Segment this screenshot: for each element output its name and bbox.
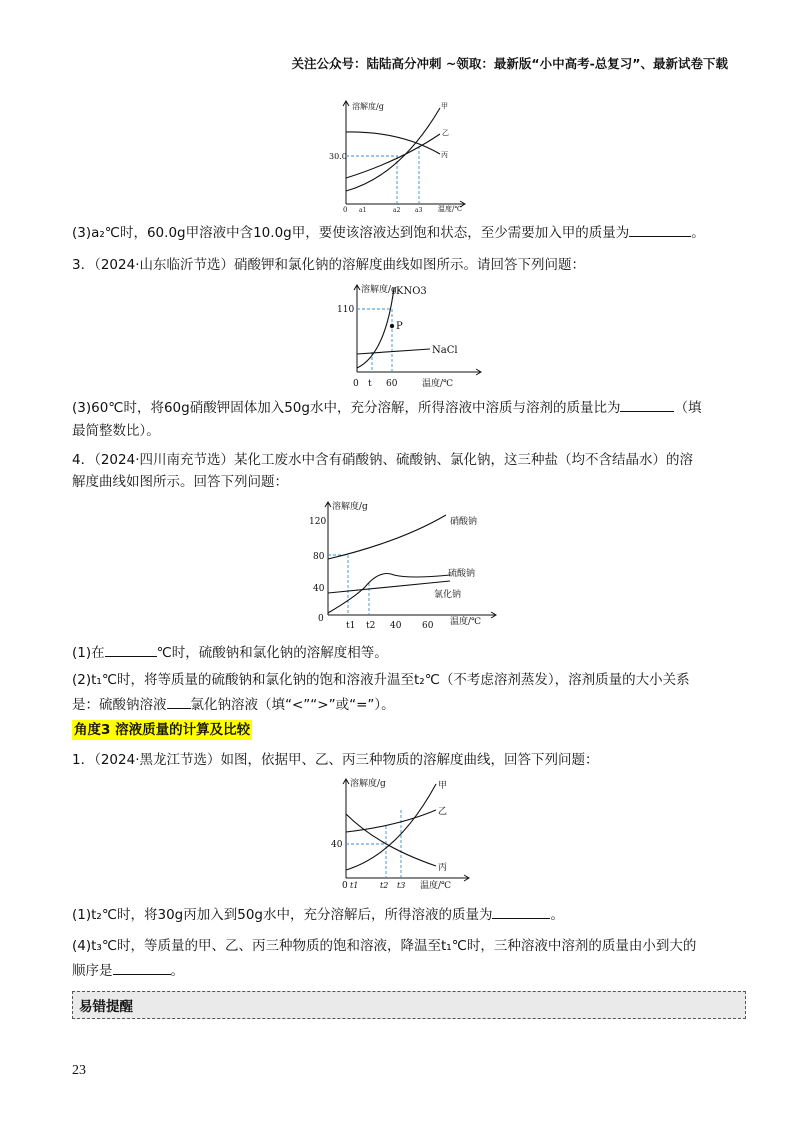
chart-4-legend-bing: 丙	[438, 863, 448, 873]
problem-1-q1: (1)t₂℃时，将30g丙加入到50g水中，充分溶解后，所得溶液的质量为 。	[72, 904, 564, 925]
chart-1-legend-bing: 丙	[441, 151, 448, 159]
chart-4-xtick-t1: t1	[350, 881, 359, 890]
problem-4-q2-cont: 是：硫酸钠溶液 氯化钠溶液（填“<”“>”或“=”）。	[72, 694, 395, 715]
answer-blank[interactable]	[105, 642, 157, 657]
chart-2-xtick-60: 60	[386, 379, 398, 389]
chart-1-ylabel: 溶解度/g	[352, 102, 384, 111]
chart-1-xtick-a2: a2	[393, 207, 401, 214]
chart-1-legend-jia: 甲	[441, 102, 448, 110]
chart-4-curve-jia	[346, 784, 436, 870]
chart-3-xtick-t2: t2	[366, 621, 376, 631]
chart-2-curve-nacl	[357, 349, 430, 354]
chart-3-xtick-40: 40	[390, 621, 402, 631]
chart-1-xlabel: 温度/℃	[438, 205, 463, 213]
chart-2-xtick-t: t	[368, 379, 372, 389]
chart-2-xlabel: 温度/℃	[422, 379, 454, 389]
chart-4-legend-jia: 甲	[438, 781, 448, 791]
page-header: 关注公众号：陆陆高分冲刺 ~领取：最新版“小中高考-总复习”、最新试卷下载	[291, 56, 728, 71]
problem-4-q1: (1)在 ℃时，硫酸钠和氯化钠的溶解度相等。	[72, 642, 388, 663]
chart-2-curve-kno3	[357, 288, 394, 368]
chart-4-ytick-40: 40	[331, 840, 343, 850]
page-number: 23	[72, 1063, 86, 1078]
problem-3-q3: (3)60℃时，将60g硝酸钾固体加入50g水中，充分溶解，所得溶液中溶质与溶剂的质量比为 （填	[72, 397, 701, 418]
answer-blank[interactable]	[113, 960, 171, 975]
chart-1-xtick-0: 0	[343, 206, 348, 214]
chart-2-ylabel: 溶解度/g	[361, 285, 397, 295]
answer-blank[interactable]	[629, 222, 691, 237]
chart-4-xtick-t2: t2	[380, 881, 389, 890]
chart-1-curve-jia	[346, 108, 440, 191]
answer-blank[interactable]	[167, 694, 191, 709]
chart-2-point-p	[390, 324, 394, 328]
chart-1-solubility-abc	[330, 96, 470, 216]
problem-4-q2: (2)t₁℃时，将等质量的硫酸钠和氯化钠的饱和溶液升温至t₂℃（不考虑溶剂蒸发），溶剂质量的大小关系	[72, 672, 690, 688]
problem-3-q3-cont: 最简整数比）。	[72, 423, 160, 439]
problem-4-intro-1: 4．（2024·四川南充节选）某化工废水中含有硝酸钠、硫酸钠、氯化钠，这三种盐（均不含结晶水）的溶	[72, 452, 693, 468]
chart-4-curve-bing	[346, 814, 436, 866]
chart-4-xtick-t3: t3	[397, 881, 406, 890]
chart-2-legend-kno3: KNO3	[396, 286, 427, 297]
chart-4-curve-yi	[346, 810, 436, 832]
chart-3-legend-na2so4: 硫酸钠	[448, 569, 476, 579]
chart-3-legend-nano3: 硝酸钠	[450, 517, 478, 527]
chart-3-xtick-60: 60	[422, 621, 434, 631]
chart-4-solubility-abc	[328, 774, 478, 892]
chart-4-xtick-0: 0	[342, 881, 348, 891]
chart-3-ytick-80: 80	[313, 552, 325, 562]
problem-4-intro-2: 解度曲线如图所示。回答下列问题：	[72, 474, 288, 490]
chart-2-kno3-nacl	[330, 280, 490, 392]
problem-3-intro: 3．（2024·山东临沂节选）硝酸钾和氯化钠的溶解度曲线如图所示。请回答下列问题：	[72, 257, 585, 273]
question-a2: (3)a₂℃时，60.0g甲溶液中含10.0g甲，要使该溶液达到饱和状态，至少需要加入甲的质量为 。	[72, 222, 705, 243]
chart-4-legend-yi: 乙	[438, 807, 448, 817]
answer-blank[interactable]	[620, 397, 674, 412]
chart-3-xlabel: 温度/℃	[450, 617, 482, 627]
chart-3-ytick-0: 0	[318, 614, 324, 624]
problem-1-q4: (4)t₃℃时，等质量的甲、乙、丙三种物质的饱和溶液，降温至t₁℃时，三种溶液中溶剂的质量由小到大的	[72, 938, 697, 954]
chart-1-ytick-30: 30.0	[329, 152, 347, 161]
error-reminder-title: 易错提醒	[79, 999, 133, 1015]
chart-3-ylabel: 溶解度/g	[332, 502, 368, 512]
chart-3-curve-na2so4	[328, 574, 450, 614]
section-title-angle-3: 角度3 溶液质量的计算及比较	[74, 722, 251, 738]
chart-1-xtick-a3: a3	[415, 207, 423, 214]
chart-2-ytick-110: 110	[337, 305, 355, 315]
chart-3-legend-nacl: 氯化钠	[434, 590, 462, 600]
chart-3-curve-nacl	[328, 581, 450, 593]
chart-1-legend-yi: 乙	[442, 129, 449, 137]
chart-4-ylabel: 溶解度/g	[350, 779, 386, 789]
chart-3-ytick-40: 40	[313, 584, 325, 594]
chart-1-xtick-a1: a1	[359, 207, 367, 214]
chart-2-legend-nacl: NaCl	[432, 345, 458, 356]
chart-3-curve-nano3	[328, 515, 446, 559]
chart-4-xlabel: 温度/℃	[420, 881, 452, 891]
chart-2-xtick-0: 0	[353, 379, 359, 389]
chart-3-three-salts	[310, 497, 510, 632]
problem-1-intro: 1．（2024·黑龙江节选）如图，依据甲、乙、丙三种物质的溶解度曲线，回答下列问题：	[72, 752, 599, 768]
chart-3-ytick-120: 120	[309, 517, 327, 527]
problem-1-q4-cont: 顺序是 。	[72, 960, 184, 981]
error-reminder-box	[72, 991, 746, 1019]
chart-2-point-label: P	[396, 321, 403, 332]
answer-blank[interactable]	[492, 904, 550, 919]
chart-3-xtick-t1: t1	[346, 621, 356, 631]
